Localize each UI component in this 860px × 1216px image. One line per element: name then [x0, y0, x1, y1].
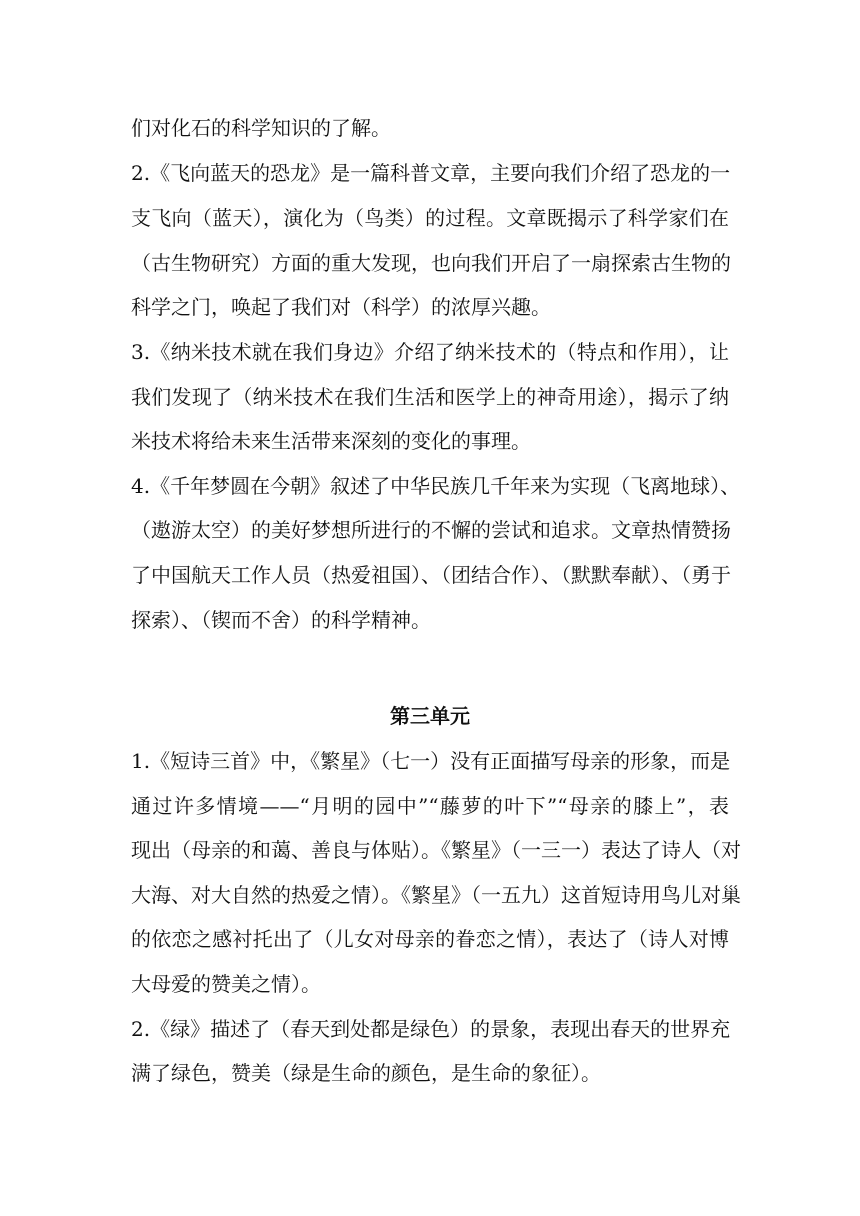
paragraph-line: 4.《千年梦圆在今朝》叙述了中华民族几千年来为实现（飞离地球）、	[131, 474, 741, 498]
section-heading: 第三单元	[390, 704, 470, 728]
paragraph-line: 2.《飞向蓝天的恐龙》是一篇科普文章，主要向我们介绍了恐龙的一	[131, 161, 731, 185]
paragraph-line: 我们发现了（纳米技术在我们生活和医学上的神奇用途），揭示了纳	[131, 385, 729, 409]
paragraph-line: 了中国航天工作人员（热爱祖国）、（团结合作）、（默默奉献）、（勇于	[131, 563, 731, 587]
paragraph-line: 大母爱的赞美之情）。	[131, 972, 321, 996]
paragraph-line: 3.《纳米技术就在我们身边》介绍了纳米技术的（特点和作用），让	[131, 340, 729, 364]
paragraph-line: 满了绿色，赞美（绿是生命的颜色，是生命的象征）。	[131, 1061, 601, 1085]
paragraph-line: （古生物研究）方面的重大发现，也向我们开启了一扇探索古生物的	[131, 251, 731, 275]
paragraph-line: （遨游太空）的美好梦想所进行的不懈的尝试和追求。文章热情赞扬	[131, 518, 731, 542]
paragraph-line: 支飞向（蓝天），演化为（鸟类）的过程。文章既揭示了科学家们在	[131, 206, 729, 230]
paragraph-line: 探索）、（锲而不舍）的科学精神。	[131, 608, 431, 632]
paragraph-line: 米技术将给未来生活带来深刻的变化的事理。	[131, 429, 531, 453]
paragraph-line: 的依恋之感衬托出了（儿女对母亲的眷恋之情），表达了（诗人对博	[131, 927, 729, 951]
paragraph-line: 科学之门，唤起了我们对（科学）的浓厚兴趣。	[131, 295, 551, 319]
paragraph-line: 大海、对大自然的热爱之情）。《繁星》（一五九）这首短诗用鸟儿对巢	[131, 883, 741, 907]
paragraph-line: 们对化石的科学知识的了解。	[131, 116, 391, 140]
paragraph-line: 1.《短诗三首》中，《繁星》（七一）没有正面描写母亲的形象，而是	[131, 749, 731, 773]
paragraph-line: 通过许多情境——“月明的园中”“藤萝的叶下”“母亲的膝上”，表	[131, 794, 729, 818]
paragraph-line: 2.《绿》描述了（春天到处都是绿色）的景象，表现出春天的世界充	[131, 1017, 731, 1041]
paragraph-line: 现出（母亲的和蔼、善良与体贴）。《繁星》（一三一）表达了诗人（对	[131, 838, 741, 862]
